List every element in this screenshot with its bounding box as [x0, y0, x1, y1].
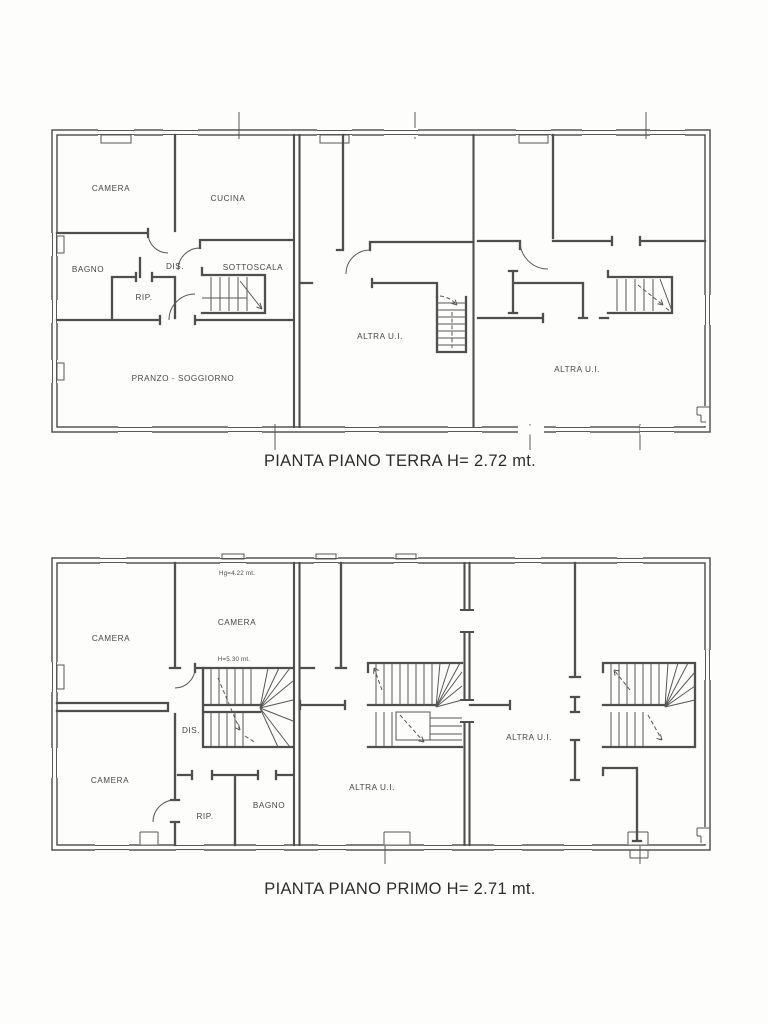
room-label-camera-top-left: CAMERA — [91, 634, 131, 643]
door-swings — [148, 233, 548, 320]
room-label-altra-ui-middle: ALTRA U.I. — [357, 332, 403, 341]
height-note-stair: H=5.30 mt. — [217, 656, 251, 663]
winder-fan — [260, 668, 293, 747]
ground-floor-caption: PIANTA PIANO TERRA H= 2.72 mt. — [263, 452, 537, 470]
room-label-rip: RIP. — [196, 812, 214, 821]
room-label-altra-ui-middle: ALTRA U.I. — [349, 783, 395, 792]
room-label-pranzo-soggiorno: PRANZO - SOGGIORNO — [131, 374, 235, 383]
interior-walls-unit-middle — [300, 563, 510, 709]
room-label-camera-bottom-left: CAMERA — [90, 776, 130, 785]
ground-floor-plan — [0, 100, 768, 465]
staircase-unit-left — [203, 668, 293, 747]
interior-walls-unit-left — [57, 135, 293, 324]
staircase-unit-middle — [368, 663, 462, 747]
room-label-camera: CAMERA — [91, 184, 131, 193]
outer-walls — [52, 130, 710, 432]
winder-fan — [665, 663, 695, 707]
height-note-hg: Hg=4.22 mt. — [218, 570, 256, 577]
room-label-altra-ui-right: ALTRA U.I. — [506, 733, 552, 742]
room-label-sottoscala: SOTTOSCALA — [222, 263, 284, 272]
first-floor-plan — [0, 543, 768, 878]
staircase-unit-middle — [437, 296, 466, 352]
door-arc — [175, 668, 195, 688]
room-label-bagno: BAGNO — [252, 801, 286, 810]
staircase-sottoscala — [202, 268, 265, 313]
first-floor-caption: PIANTA PIANO PRIMO H= 2.71 mt. — [264, 880, 536, 898]
staircase-unit-right — [608, 271, 672, 313]
party-walls — [294, 135, 474, 427]
staircase-unit-right — [603, 663, 695, 747]
room-label-altra-ui-right: ALTRA U.I. — [554, 365, 600, 374]
room-label-bagno: BAGNO — [71, 265, 105, 274]
door-arc — [153, 800, 175, 822]
room-label-rip: RIP. — [135, 293, 153, 302]
room-label-dis: DIS. — [165, 262, 185, 271]
room-label-dis: DIS. — [181, 726, 201, 735]
room-label-cucina: CUCINA — [210, 194, 246, 203]
door-arc — [148, 233, 168, 253]
stair-direction-arrow — [235, 724, 240, 730]
interior-walls-unit-right — [570, 563, 641, 841]
door-arc — [169, 294, 195, 320]
winder-fan — [436, 663, 462, 707]
room-label-camera-top-middle: CAMERA — [217, 618, 257, 627]
window-openings — [51, 128, 712, 435]
door-arc — [520, 241, 548, 269]
door-arc — [346, 250, 370, 274]
interior-walls-unit-middle — [300, 135, 473, 297]
stair-direction-arrow — [240, 281, 262, 309]
